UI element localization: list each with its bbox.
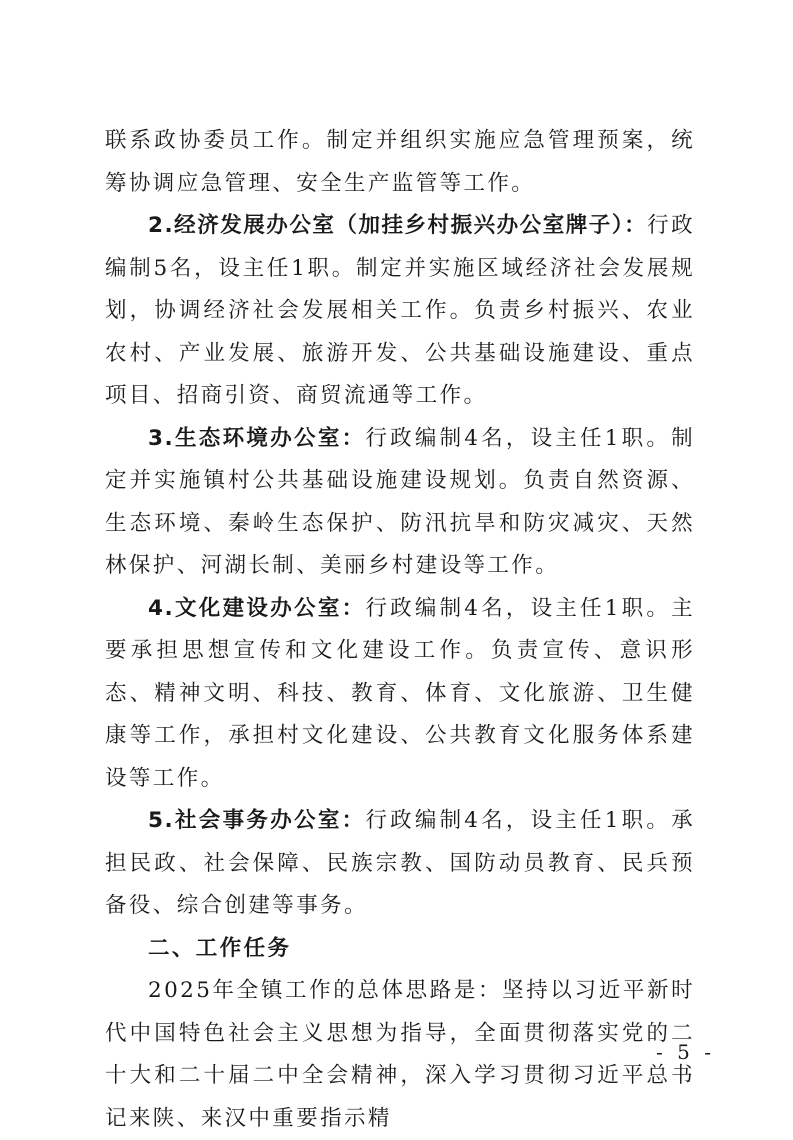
paragraph-text: 行政编制4名，设主任1职。制定并实施镇村公共基础设施建设规划。负责自然资源、生态环境、秦岭生态保护、防汛抗旱和防灾减灾、天然林保护、河湖长制、美丽乡村建设等工作。: [105, 425, 695, 578]
section-heading: 二、工作任务: [148, 935, 292, 961]
paragraph-economic-office: [105, 205, 695, 418]
paragraph-culture-office: [105, 588, 695, 801]
paragraph-label: 4.文化建设办公室：: [148, 595, 366, 621]
document-body: [105, 120, 695, 1140]
paragraph-label: 2.经济发展办公室（加挂乡村振兴办公室牌子）：: [148, 213, 648, 238]
paragraph-text: 行政编制4名，设主任1职。主要承担思想宣传和文化建设工作。负责宣传、意识形态、精神文明、科技、教育、体育、文化旅游、卫生健康等工作，承担村文化建设、公共教育文化服务体系建设等工作。: [105, 595, 695, 791]
paragraph-ecology-office: [105, 418, 695, 588]
paragraph-text: 行政编制4名，设主任1职。承担民政、社会保障、民族宗教、国防动员教育、民兵预备役、综合创建等事务。: [105, 808, 695, 918]
paragraph-text: 联系政协委员工作。制定并组织实施应急管理预案，统筹协调应急管理、安全生产监管等工作。: [105, 128, 695, 196]
paragraph-social-affairs-office: [105, 800, 695, 928]
paragraph-label: 5.社会事务办公室：: [148, 808, 366, 833]
paragraph-overall-approach: 2025年全镇工作的总体思路是：坚持以习近平新时代中国特色社会主义思想为指导，全面贯彻落实党的二十大和二十届二中全会精神，深入学习贯彻习近平总书记来陕、来汉中重要指示精: [105, 978, 695, 1131]
paragraph-label: 3.生态环境办公室：: [148, 425, 366, 451]
paragraph-text: 行政编制5名，设主任1职。制定并实施区域经济社会发展规划，协调经济社会发展相关工作。负责乡村振兴、农业农村、产业发展、旅游开发、公共基础设施建设、重点项目、招商引资、商贸流通等工作。: [105, 213, 695, 408]
page-number: - 5 -: [656, 1040, 715, 1064]
paragraph-continuation: [105, 120, 695, 205]
